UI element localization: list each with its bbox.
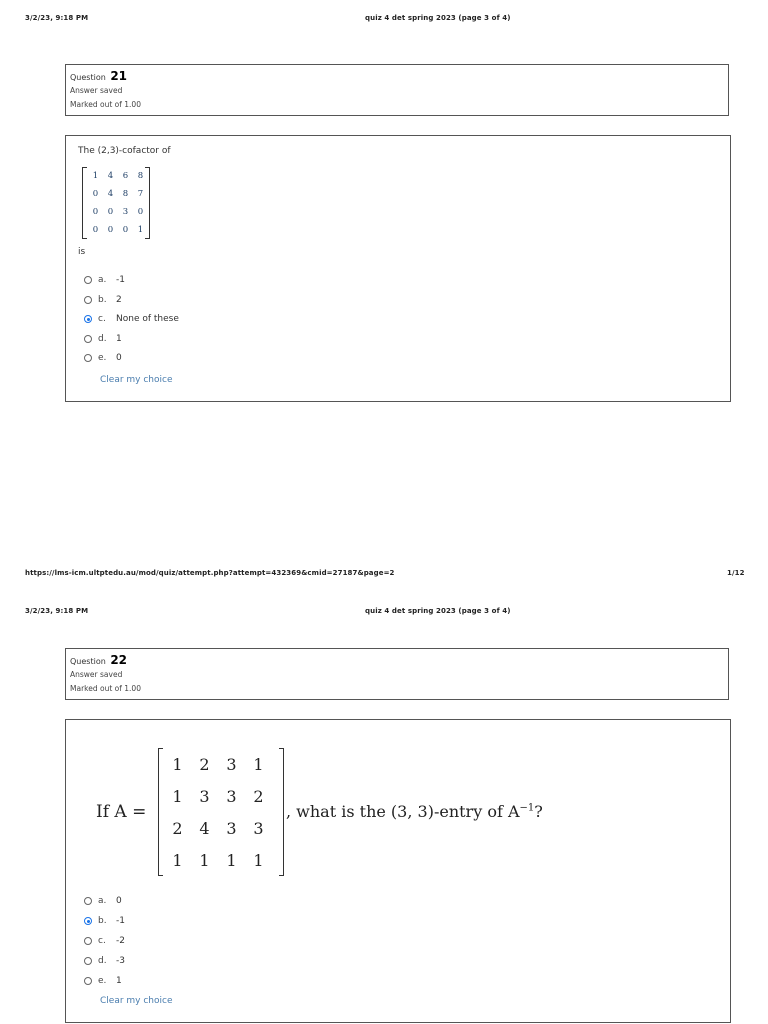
option-text: 0 [116,896,122,906]
radio-icon[interactable] [84,957,92,965]
option-letter: a. [98,275,107,285]
question-22-content [65,719,731,1023]
question-22-info [65,648,729,700]
option-text: -1 [116,275,125,285]
question-suffix: is [78,247,86,257]
matrix-cell: 3 [226,786,237,806]
option-text: None of these [116,314,179,324]
option-letter: c. [98,936,106,946]
page-url: https://lms-icm.ultptedu.au/mod/quiz/attempt.php?attempt=432369&cmid=27187&page=2 [25,569,395,577]
option-text: -3 [116,956,125,966]
matrix-cell: 8 [137,171,144,181]
matrix-cell: 1 [172,754,183,774]
question-number: Question 22 [70,653,128,667]
matrix-cell: 0 [107,225,114,235]
radio-icon[interactable] [84,977,92,985]
option-letter: d. [98,956,107,966]
matrix-cell: 7 [137,189,144,199]
matrix-cell: 1 [137,225,144,235]
matrix-cell: 0 [107,207,114,217]
matrix-cell: 0 [137,207,144,217]
matrix-bracket-right [279,748,284,876]
matrix-cell: 2 [199,754,210,774]
radio-icon[interactable] [84,897,92,905]
radio-icon[interactable] [84,296,92,304]
option-text: -2 [116,936,125,946]
matrix-cell: 3 [253,818,264,838]
clear-choice-link[interactable]: Clear my choice [100,375,173,385]
radio-selected-icon[interactable] [84,315,92,323]
matrix-cell: 0 [122,225,129,235]
radio-icon[interactable] [84,276,92,284]
radio-icon[interactable] [84,937,92,945]
matrix-bracket-left [158,748,163,876]
question-prompt-prefix: If A = [96,802,147,822]
matrix-cell: 2 [253,786,264,806]
matrix-cell: 1 [253,850,264,870]
option-letter: c. [98,314,106,324]
radio-selected-icon[interactable] [84,917,92,925]
answer-option-b[interactable] [84,914,125,928]
matrix-cell: 6 [122,171,129,181]
matrix-cell: 1 [172,786,183,806]
radio-icon[interactable] [84,335,92,343]
answer-option-a[interactable] [84,273,125,287]
matrix-cell: 8 [122,189,129,199]
matrix-cell: 0 [92,189,99,199]
answer-option-c[interactable] [84,934,125,948]
option-letter: b. [98,916,107,926]
matrix-bracket-left [82,167,87,239]
option-letter: e. [98,353,107,363]
matrix-cell: 4 [107,171,114,181]
option-text: -1 [116,916,125,926]
option-letter: d. [98,333,107,344]
matrix [158,748,284,876]
question-21-content [65,135,731,402]
matrix-cell: 1 [226,850,237,870]
matrix-cell: 3 [226,754,237,774]
answer-option-d[interactable] [84,332,122,346]
matrix-cell: 3 [226,818,237,838]
answer-option-c[interactable] [84,312,179,326]
matrix-cell: 2 [172,818,183,838]
answer-option-e[interactable] [84,974,122,988]
matrix-cell: 1 [253,754,264,774]
print-date: 3/2/23, 9:18 PM [25,607,89,615]
matrix [82,167,150,239]
radio-icon[interactable] [84,354,92,362]
matrix-cell: 3 [122,207,129,217]
matrix-cell: 4 [107,189,114,199]
clear-choice-link[interactable]: Clear my choice [100,996,173,1006]
option-letter: a. [98,896,107,906]
print-title: quiz 4 det spring 2023 (page 3 of 4) [365,607,511,615]
matrix-cell: 4 [199,818,210,838]
matrix-cell: 1 [199,850,210,870]
option-text: 1 [116,333,122,344]
answer-status: Answer saved [70,86,123,95]
answer-option-e[interactable] [84,351,122,365]
question-21-info [65,64,729,116]
question-prompt-suffix: , what is the (3, 3)-entry of $A^{-1}$? [286,802,543,821]
matrix-cell: 0 [92,207,99,217]
marks: Marked out of 1.00 [70,684,141,693]
page-count: 1/12 [727,569,745,577]
matrix-cell: 3 [199,786,210,806]
option-letter: b. [98,294,107,305]
answer-option-d[interactable] [84,954,125,968]
print-title: quiz 4 det spring 2023 (page 3 of 4) [365,14,511,22]
option-text: 2 [116,294,122,305]
marks: Marked out of 1.00 [70,100,141,109]
answer-option-a[interactable] [84,894,122,908]
answer-status: Answer saved [70,670,123,679]
option-text: 0 [116,353,122,363]
answer-option-b[interactable] [84,293,122,307]
matrix-cell: 0 [92,225,99,235]
question-prompt: The (2,3)-cofactor of [78,146,171,156]
matrix-cell: 1 [92,171,99,181]
option-text: 1 [116,976,122,986]
matrix-cell: 1 [172,850,183,870]
print-date: 3/2/23, 9:18 PM [25,14,89,22]
question-number: Question 21 [70,69,128,83]
option-letter: e. [98,976,107,986]
